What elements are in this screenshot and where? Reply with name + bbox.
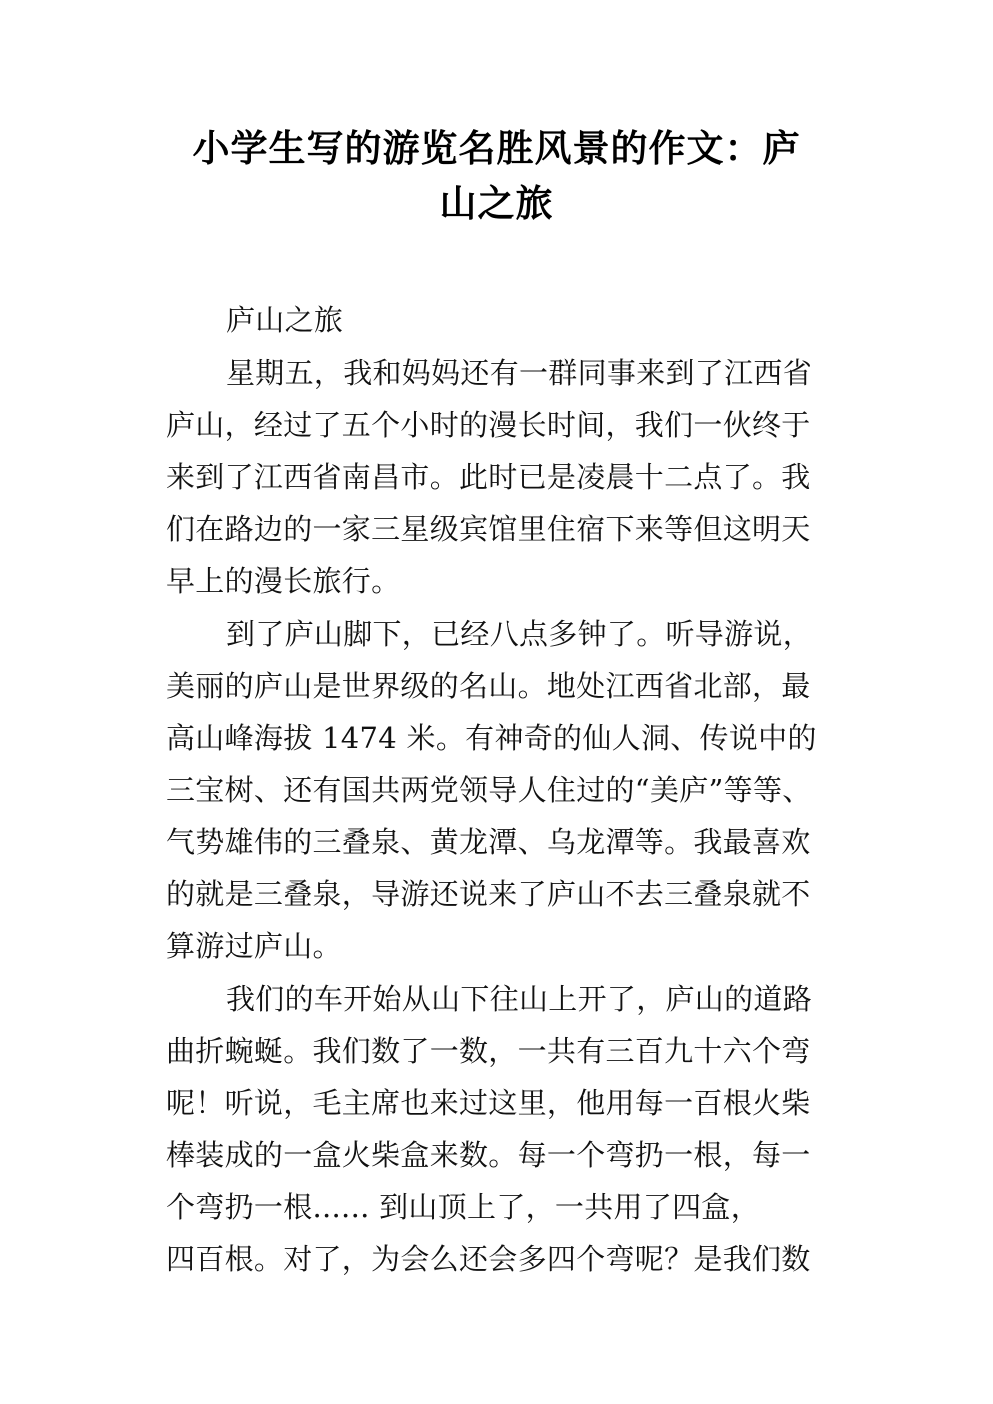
paragraph-3-line-3: 呢！听说，毛主席也来过这里，他用每一百根火柴 (166, 1086, 811, 1120)
paragraph-2-line-1: 到了庐山脚下，已经八点多钟了。听导游说， (226, 617, 813, 651)
paragraph-2-line-2: 美丽的庐山是世界级的名山。地处江西省北部，最 (166, 669, 811, 703)
paragraph-2-line-3: 高山峰海拔 1474 米。有神奇的仙人洞、传说中的 (166, 721, 817, 755)
paragraph-1-line-5: 早上的漫长旅行。 (166, 564, 401, 598)
paragraph-2-line-4: 三宝树、还有国共两党领导人住过的“美庐”等等、 (166, 773, 812, 807)
paragraph-1-line-3: 来到了江西省南昌市。此时已是凌晨十二点了。我 (166, 460, 811, 494)
paragraph-3-line-5: 个弯扔一根...... 到山顶上了，一共用了四盒， (166, 1190, 761, 1224)
paragraph-3-line-6: 四百根。对了，为会么还会多四个弯呢？是我们数 (166, 1242, 811, 1276)
paragraph-3-line-4: 棒装成的一盒火柴盒来数。每一个弯扔一根，每一 (166, 1138, 811, 1172)
title-line-1: 小学生写的游览名胜风景的作文：庐 (192, 127, 801, 170)
paragraph-1-line-4: 们在路边的一家三星级宾馆里住宿下来等但这明天 (166, 512, 811, 546)
essay-subtitle: 庐山之旅 (226, 303, 344, 337)
title-line-2: 山之旅 (439, 182, 554, 225)
paragraph-1-line-2: 庐山，经过了五个小时的漫长时间，我们一伙终于 (166, 408, 811, 442)
paragraph-3-line-2: 曲折蜿蜒。我们数了一数，一共有三百九十六个弯 (166, 1034, 811, 1068)
paragraph-2-line-5: 气势雄伟的三叠泉、黄龙潭、乌龙潭等。我最喜欢 (166, 825, 811, 859)
paragraph-3-line-1: 我们的车开始从山下往山上开了，庐山的道路 (226, 982, 813, 1016)
paragraph-1-line-1: 星期五，我和妈妈还有一群同事来到了江西省 (226, 356, 813, 390)
paragraph-2-line-6: 的就是三叠泉，导游还说来了庐山不去三叠泉就不 (166, 877, 811, 911)
paragraph-2-line-7: 算游过庐山。 (166, 929, 342, 963)
